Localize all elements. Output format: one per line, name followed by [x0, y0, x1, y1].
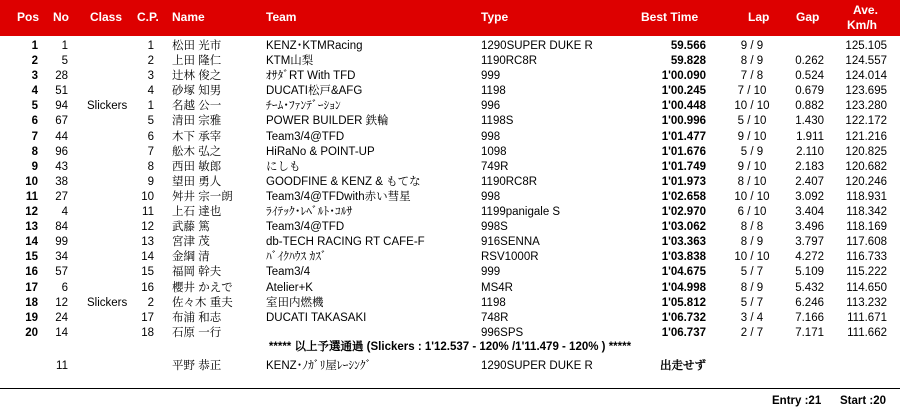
- cell-bike-type: 998: [481, 130, 501, 143]
- cell-gap: 0.262: [795, 55, 824, 68]
- cell-gap: 5.432: [795, 281, 824, 294]
- cell-lap: 7 / 10: [737, 85, 767, 98]
- cell-bike-type: 748R: [481, 311, 509, 324]
- cell-team: にしも: [266, 160, 301, 173]
- cell-pos: 16: [25, 266, 38, 279]
- cell-lap: 5 / 7: [740, 266, 764, 279]
- header-class: Class: [90, 10, 123, 24]
- cell-pos: 12: [25, 206, 38, 219]
- cell-bike-type: 916SENNA: [481, 236, 540, 249]
- cell-rider-name: 上田 隆仁: [172, 55, 222, 68]
- table-row: [0, 130, 900, 145]
- cell-team: KENZ･KTMRacing: [266, 40, 363, 52]
- table-row: [0, 114, 900, 129]
- cell-bike-type: 1198: [481, 296, 506, 309]
- cell-pos: 20: [25, 326, 38, 339]
- cell-gap: 2.183: [795, 160, 824, 173]
- cell-number: 94: [55, 100, 68, 113]
- cell-average-speed: 115.222: [846, 266, 887, 279]
- cell-gap: 3.404: [795, 206, 824, 219]
- cell-team: HiRaNo & POINT-UP: [266, 145, 375, 158]
- cell-bike-type: 998S: [481, 221, 508, 234]
- cell-cp: 2: [147, 55, 154, 68]
- cell-average-speed: 118.342: [846, 206, 887, 219]
- cell-number: 99: [55, 236, 68, 249]
- cell-team: 室田内燃機: [266, 296, 324, 309]
- cell-cp: 15: [141, 266, 154, 279]
- cell-rider-name: 松田 光市: [172, 40, 222, 52]
- cell-number: 12: [55, 296, 68, 309]
- cell-gap: 4.272: [795, 251, 824, 264]
- cell-average-speed: 120.682: [845, 160, 887, 173]
- cell-number: 28: [55, 70, 68, 83]
- cell-number: 14: [55, 326, 68, 339]
- cell-average-speed: 121.216: [845, 130, 887, 143]
- cell-cp: 1: [147, 40, 154, 52]
- cell-pos: 10: [25, 175, 38, 188]
- cell-gap: 1.430: [795, 115, 824, 128]
- cell-best-time: 1'05.812: [661, 296, 706, 309]
- cell-best-time: 1'00.448: [661, 100, 706, 113]
- cell-best-time: 1'02.658: [661, 190, 706, 203]
- cell-average-speed: 123.695: [845, 85, 887, 98]
- cell-lap: 5 / 9: [740, 145, 764, 158]
- cell-cp: 8: [147, 160, 154, 173]
- cell-gap: 0.882: [795, 100, 824, 113]
- cell-pos: 11: [25, 190, 38, 203]
- cell-average-speed: 120.825: [845, 145, 887, 158]
- cell-average-speed: 124.557: [845, 55, 887, 68]
- cell-bike-type: 999: [481, 266, 501, 279]
- cell-number: 24: [55, 311, 68, 324]
- table-row: [0, 265, 900, 280]
- cell-pos: 8: [31, 145, 38, 158]
- cell-lap: 3 / 4: [740, 311, 764, 324]
- qualification-note: ***** 以上予選通過 (Slickers : 1'12.537 - 120% /1'11.479 - 120% ) *****: [268, 341, 632, 353]
- cell-best-time: 1'01.749: [661, 160, 706, 173]
- cell-average-speed: 122.172: [845, 115, 887, 128]
- footer-divider: [0, 388, 900, 389]
- cell-lap: 9 / 10: [737, 130, 767, 143]
- table-row: [0, 175, 900, 190]
- cell-cp: 16: [141, 281, 154, 294]
- cell-gap: 7.171: [795, 326, 824, 339]
- cell-average-speed: 116.733: [846, 251, 887, 264]
- cell-cp: 14: [141, 251, 154, 264]
- cell-bike-type: MS4R: [481, 281, 513, 294]
- header-cp: C.P.: [137, 10, 159, 24]
- cell-cp: 12: [141, 221, 154, 234]
- start-count: Start :20: [840, 395, 887, 407]
- entry-start-summary: [0, 394, 900, 408]
- table-row: [0, 220, 900, 235]
- cell-gap: 7.166: [795, 311, 824, 324]
- cell-number: 96: [55, 145, 68, 158]
- cell-gap: 2.110: [796, 145, 824, 158]
- table-row: [0, 160, 900, 175]
- table-row: [0, 326, 900, 341]
- cell-rider-name: 上石 達也: [172, 206, 222, 219]
- cell-number: 84: [55, 221, 68, 234]
- cell-best-time: 1'03.062: [661, 221, 706, 234]
- cell-rider-name: 辻林 俊之: [172, 70, 222, 83]
- cell-team: ﾗｲﾃｯｸ･ﾚﾍﾞﾙﾄ･ｺﾙｻ: [266, 206, 353, 219]
- cell-pos: 5: [31, 100, 38, 113]
- table-row: [0, 281, 900, 296]
- cell-average-speed: 113.232: [846, 296, 887, 309]
- results-header-bar: [0, 0, 900, 36]
- cell-lap: 8 / 9: [740, 55, 764, 68]
- cell-number: 38: [55, 175, 68, 188]
- cell-best-time: 1'02.970: [661, 206, 706, 219]
- table-row: [0, 145, 900, 160]
- cell-gap: 3.092: [795, 190, 824, 203]
- cell-bike-type: 1190RC8R: [481, 175, 538, 188]
- cell-rider-name: 木下 承宰: [172, 130, 222, 143]
- cell-lap: 9 / 9: [740, 40, 764, 52]
- cell-best-time: 1'04.998: [661, 281, 706, 294]
- header-name: Name: [172, 10, 205, 24]
- cell-bike-type: 1199panigale S: [481, 206, 561, 219]
- cell-lap: 10 / 10: [734, 190, 770, 203]
- cell-number: 11: [56, 360, 68, 372]
- table-row: [0, 296, 900, 311]
- cell-average-speed: 117.608: [846, 236, 887, 249]
- cell-cp: 5: [147, 115, 154, 128]
- cell-cp: 4: [147, 85, 154, 98]
- header-best-time: Best Time: [641, 10, 699, 24]
- cell-best-time: 出走せず: [660, 360, 706, 372]
- cell-best-time: 1'03.838: [661, 251, 706, 264]
- cell-lap: 2 / 7: [740, 326, 764, 339]
- table-row: [0, 235, 900, 250]
- cell-best-time: 1'06.732: [661, 311, 706, 324]
- cell-best-time: 1'06.737: [661, 326, 706, 339]
- results-table-body: [0, 39, 900, 341]
- cell-number: 44: [55, 130, 68, 143]
- cell-gap: 3.496: [795, 221, 824, 234]
- non-qualifier-row-container: [0, 359, 900, 374]
- cell-number: 51: [55, 85, 68, 98]
- cell-team: ﾁｰﾑ･ﾌｧﾝﾃﾞｰｼｮﾝ: [266, 100, 341, 113]
- cell-bike-type: 1290SUPER DUKE R: [481, 40, 593, 52]
- cell-pos: 9: [31, 160, 38, 173]
- cell-rider-name: 望田 勇人: [172, 175, 222, 188]
- cell-gap: 6.246: [795, 296, 824, 309]
- cell-cp: 9: [147, 175, 154, 188]
- table-row: [0, 359, 900, 374]
- cell-pos: 17: [25, 281, 38, 294]
- cell-bike-type: 999: [481, 70, 501, 83]
- table-row: [0, 69, 900, 84]
- cell-lap: 9 / 10: [737, 160, 767, 173]
- cell-bike-type: 996: [481, 100, 501, 113]
- cell-pos: 15: [25, 251, 38, 264]
- cell-bike-type: 1098: [481, 145, 507, 158]
- cell-best-time: 1'01.973: [661, 175, 706, 188]
- cell-number: 1: [61, 40, 68, 52]
- cell-best-time: 1'03.363: [661, 236, 706, 249]
- cell-pos: 4: [31, 85, 38, 98]
- cell-bike-type: 996SPS: [481, 326, 524, 339]
- cell-rider-name: 清田 宗雅: [172, 115, 222, 128]
- cell-bike-type: 749R: [481, 160, 509, 173]
- cell-team: GOODFINE & KENZ & もてな: [266, 175, 421, 188]
- cell-average-speed: 114.650: [846, 281, 887, 294]
- cell-best-time: 1'00.245: [661, 85, 706, 98]
- cell-team: ｵｻﾀﾞRT With TFD: [266, 70, 356, 83]
- cell-cp: 1: [147, 100, 154, 113]
- cell-team: DUCATI TAKASAKI: [266, 311, 367, 324]
- cell-cp: 17: [141, 311, 154, 324]
- cell-pos: 19: [25, 311, 38, 324]
- cell-average-speed: 118.169: [846, 221, 887, 234]
- header-ave-line1: Ave.: [853, 3, 878, 17]
- cell-bike-type: 1198: [481, 85, 506, 98]
- cell-lap: 5 / 10: [737, 115, 767, 128]
- header-type: Type: [481, 10, 509, 24]
- header-lap: Lap: [748, 10, 770, 24]
- cell-pos: 14: [25, 236, 38, 249]
- header-ave-line2: Km/h: [847, 18, 877, 32]
- cell-bike-type: RSV1000R: [481, 251, 539, 264]
- cell-cp: 18: [141, 326, 154, 339]
- cell-lap: 8 / 8: [740, 221, 764, 234]
- cell-average-speed: 120.246: [845, 175, 887, 188]
- cell-class: Slickers: [87, 100, 128, 113]
- cell-lap: 10 / 10: [734, 251, 770, 264]
- cell-rider-name: 宮津 茂: [172, 236, 210, 249]
- cell-rider-name: 名越 公一: [172, 100, 222, 113]
- table-row: [0, 311, 900, 326]
- cell-team: ﾊﾞｲｸﾊｳｽ ｶｽﾞ: [266, 251, 327, 264]
- cell-number: 43: [55, 160, 68, 173]
- cell-number: 57: [55, 266, 68, 279]
- cell-team: Team3/4@TFD: [266, 130, 345, 143]
- cell-rider-name: 舛井 宗一朗: [172, 190, 233, 203]
- cell-lap: 8 / 9: [740, 281, 764, 294]
- cell-lap: 10 / 10: [734, 100, 770, 113]
- cell-cp: 7: [147, 145, 154, 158]
- cell-lap: 8 / 10: [737, 175, 767, 188]
- cell-rider-name: 佐々木 重夫: [172, 296, 233, 309]
- cell-number: 5: [61, 55, 68, 68]
- table-row: [0, 250, 900, 265]
- cell-team: POWER BUILDER 鉄輪: [266, 115, 389, 128]
- cell-pos: 3: [31, 70, 38, 83]
- cell-rider-name: 金綱 清: [172, 251, 210, 264]
- table-row: [0, 54, 900, 69]
- table-row: [0, 99, 900, 114]
- cell-team: DUCATI松戸&AFG: [266, 85, 363, 98]
- cell-bike-type: 998: [481, 190, 501, 203]
- cell-cp: 11: [142, 206, 154, 219]
- cell-bike-type: 1190RC8R: [481, 55, 538, 68]
- header-no: No: [53, 10, 69, 24]
- cell-lap: 7 / 8: [740, 70, 764, 83]
- table-row: [0, 84, 900, 99]
- cell-team: KENZ･ﾉｶﾞﾘ屋ﾚｰｼﾝｸﾞ: [266, 360, 372, 372]
- cell-gap: 3.797: [795, 236, 824, 249]
- cell-cp: 13: [141, 236, 154, 249]
- cell-lap: 5 / 7: [740, 296, 764, 309]
- cell-best-time: 1'01.676: [661, 145, 706, 158]
- cell-rider-name: 武藤 篤: [172, 221, 210, 234]
- cell-rider-name: 福岡 幹夫: [172, 266, 222, 279]
- header-pos: Pos: [17, 10, 40, 24]
- cell-pos: 6: [31, 115, 38, 128]
- cell-number: 34: [55, 251, 68, 264]
- cell-bike-type: 1198S: [481, 115, 514, 128]
- cell-number: 4: [61, 206, 68, 219]
- cell-gap: 1.911: [796, 130, 824, 143]
- cell-average-speed: 124.014: [845, 70, 887, 83]
- cell-average-speed: 111.662: [847, 326, 887, 339]
- cell-class: Slickers: [87, 296, 128, 309]
- cell-team: KTM山梨: [266, 55, 314, 68]
- cell-team: Team3/4@TFDwith赤い彗星: [266, 190, 411, 203]
- cell-rider-name: 西田 敏郎: [172, 160, 222, 173]
- cell-number: 67: [55, 115, 68, 128]
- cell-best-time: 1'04.675: [661, 266, 706, 279]
- cell-team: Atelier+K: [266, 281, 313, 294]
- cell-number: 6: [61, 281, 68, 294]
- cell-rider-name: 布浦 和志: [172, 311, 222, 324]
- cell-gap: 5.109: [795, 266, 824, 279]
- cell-team: Team3/4: [266, 266, 311, 279]
- cell-bike-type: 1290SUPER DUKE R: [481, 360, 593, 372]
- cell-rider-name: 舩木 弘之: [172, 145, 222, 158]
- cell-rider-name: 石原 一行: [172, 326, 222, 339]
- cell-team: db-TECH RACING RT CAFE-F: [266, 236, 425, 249]
- cell-gap: 0.524: [795, 70, 824, 83]
- cell-average-speed: 125.105: [845, 40, 887, 52]
- table-row: [0, 205, 900, 220]
- cell-gap: 2.407: [795, 175, 824, 188]
- header-team: Team: [266, 10, 297, 24]
- cell-best-time: 1'00.090: [661, 70, 706, 83]
- cell-lap: 8 / 9: [740, 236, 764, 249]
- table-row: [0, 39, 900, 54]
- table-row: [0, 190, 900, 205]
- cell-best-time: 59.828: [670, 55, 706, 68]
- cell-best-time: 59.566: [670, 40, 706, 52]
- cell-pos: 2: [31, 55, 38, 68]
- cell-rider-name: 櫻井 かえで: [172, 281, 233, 294]
- cell-number: 27: [55, 190, 68, 203]
- cell-average-speed: 111.671: [847, 311, 887, 324]
- cell-rider-name: 砂塚 知男: [172, 85, 222, 98]
- cell-pos: 18: [25, 296, 38, 309]
- cell-lap: 6 / 10: [737, 206, 767, 219]
- cell-cp: 6: [147, 130, 154, 143]
- cell-cp: 2: [147, 296, 154, 309]
- cell-average-speed: 118.931: [846, 190, 887, 203]
- cell-team: Team3/4@TFD: [266, 221, 345, 234]
- cell-best-time: 1'01.477: [661, 130, 706, 143]
- cell-pos: 13: [25, 221, 38, 234]
- cell-gap: 0.679: [795, 85, 824, 98]
- cell-best-time: 1'00.996: [661, 115, 706, 128]
- cell-rider-name: 平野 恭正: [172, 360, 222, 372]
- cell-pos: 7: [31, 130, 38, 143]
- cell-average-speed: 123.280: [845, 100, 887, 113]
- cell-pos: 1: [31, 40, 38, 52]
- entry-count: Entry :21: [772, 395, 822, 407]
- cell-cp: 3: [147, 70, 154, 83]
- header-gap: Gap: [796, 10, 820, 24]
- cell-cp: 10: [141, 190, 154, 203]
